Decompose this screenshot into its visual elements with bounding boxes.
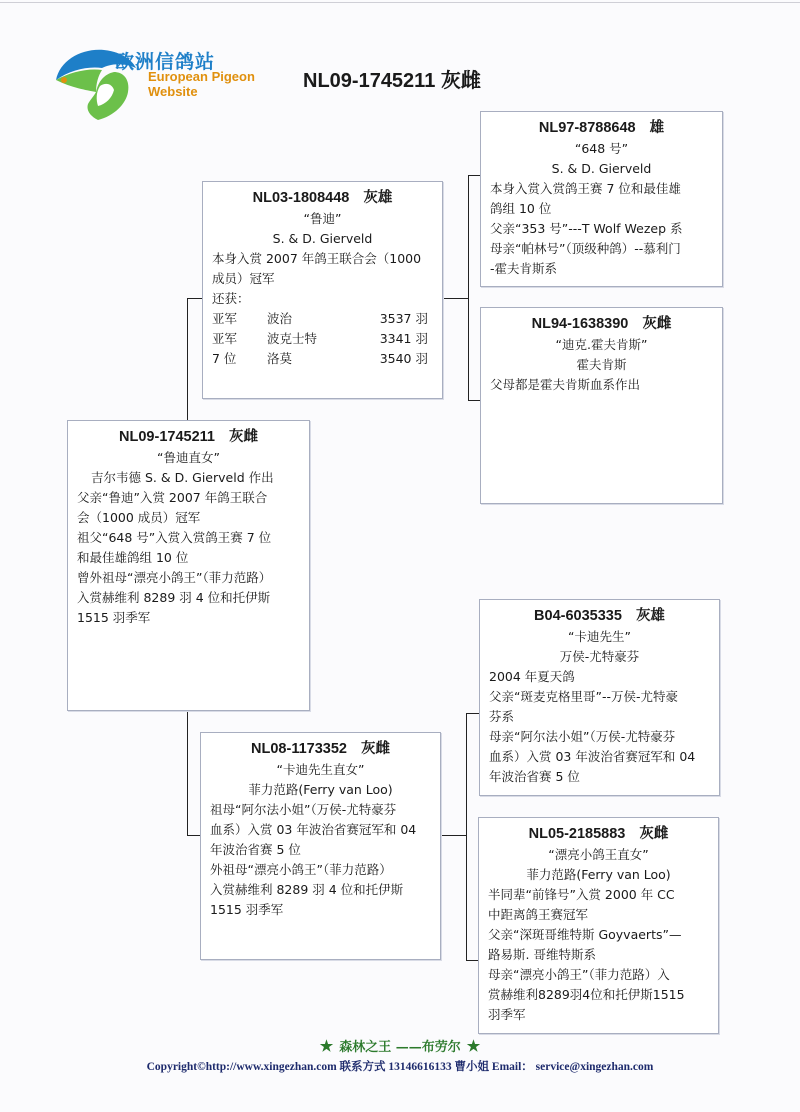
subject-line: 1515 羽季军 — [77, 610, 151, 625]
footer-copyright[interactable]: Copyright©http://www.xingezhan.com 联系方式 13146616133 曹小姐 Email： service@xingezhan.com — [146, 1061, 654, 1073]
subject-name: “鲁迪直女” — [157, 450, 220, 465]
subject-line: 会（1000 成员）冠军 — [77, 510, 201, 525]
connector-sire-parents-vertical — [468, 175, 469, 401]
dam-line: 外祖母“漂亮小鸽王”（菲力范路） — [210, 862, 392, 877]
sire-sire-ring-id: NL97-8788648 — [538, 120, 636, 136]
sire-line: 还获： — [212, 291, 250, 306]
sire-dam-line: 父母都是霍夫肯斯血系作出 — [490, 377, 641, 392]
sire-dam-ring-id: NL94-1638390 — [531, 316, 629, 332]
result-birds: 3537 羽 — [379, 311, 428, 326]
subject-line: 入赏赫维利 8289 羽 4 位和托伊斯 — [77, 590, 271, 605]
subject-line: 曾外祖母“漂亮小鸽王”（菲力范路） — [77, 570, 272, 585]
sire-dam-color: 灰雌 — [642, 316, 672, 332]
logo-name-en-line1: European Pigeon — [148, 69, 255, 84]
footer-motto-text: 森林之王 ——布劳尔 — [339, 1040, 461, 1055]
connector-sire-out — [443, 298, 469, 299]
dam-dam-line: 母亲“漂亮小鸽王”（菲力范路）入 — [488, 967, 670, 982]
dam-dam-name: “漂亮小鸽王直女” — [548, 847, 649, 862]
dam-sire-line: 血系）入赏 03 年波治省赛冠军和 04 — [489, 749, 696, 764]
sire-header — [212, 187, 433, 209]
dam-ring-id: NL08-1173352 — [251, 741, 347, 757]
connector-to-dam — [187, 835, 200, 836]
result-race: 洛莫 — [267, 351, 293, 366]
sire-dam-name: “迪克.霍夫肯斯” — [555, 337, 648, 352]
dam-sire-line: 2004 年夏天鸽 — [489, 669, 575, 684]
dam-sire-line: 年波治省赛 5 位 — [489, 769, 580, 784]
star-icon: ★ — [319, 1037, 334, 1055]
dam-dam-ring-id: NL05-2185883 — [528, 826, 626, 842]
connector-to-sire-dam — [468, 400, 480, 401]
result-race: 波克士特 — [267, 331, 318, 346]
sire-sire-line: 本身入赏入赏鸽王赛 7 位和最佳雄 — [490, 181, 681, 196]
dam-dam-line: 父亲“深斑哥维特斯 Goyvaerts”— — [488, 927, 682, 942]
logo-name-cn: 欧洲信鸽站 — [115, 51, 216, 73]
result-row — [212, 329, 433, 349]
sire-dam-breeder: 霍夫肯斯 — [576, 357, 627, 372]
connector-dam-parents-vertical — [466, 713, 467, 961]
page-title: NL09-1745211 灰雌 — [303, 70, 481, 92]
subject-line: 吉尔韦德 S. & D. Gierveld 作出 — [91, 470, 274, 485]
subject-header — [77, 426, 300, 448]
sire-sire-line: -霍夫肯斯系 — [490, 261, 558, 276]
subject-color: 灰雌 — [228, 429, 258, 445]
subject-line: 祖父“648 号”入赏入赏鸽王赛 7 位 — [77, 530, 272, 545]
dam-dam-line: 赏赫维利8289羽4位和托伊斯1515 — [488, 987, 685, 1002]
dam-dam-line: 路易斯. 哥维特斯系 — [488, 947, 596, 962]
connector-to-sire — [187, 298, 202, 299]
subject-line: 和最佳雄鸽组 10 位 — [77, 550, 189, 565]
dam-breeder: 菲力范路(Ferry van Loo) — [248, 782, 393, 797]
result-birds: 3540 羽 — [379, 351, 428, 366]
sire-sire-line: 父亲“353 号”---T Wolf Wezep 系 — [490, 221, 683, 236]
result-race: 波治 — [267, 311, 293, 326]
footer-motto — [0, 1036, 800, 1055]
dam-dam-card[interactable] — [478, 817, 719, 1034]
dam-line: 入赏赫维利 8289 羽 4 位和托伊斯 — [210, 882, 404, 897]
dam-line: 年波治省赛 5 位 — [210, 842, 301, 857]
dam-sire-breeder: 万侯-尤特豪芬 — [559, 649, 640, 664]
dam-sire-header — [489, 605, 710, 627]
sire-sire-breeder: S. & D. Gierveld — [551, 161, 652, 176]
sire-breeder: S. & D. Gierveld — [272, 231, 373, 246]
sire-card[interactable] — [202, 181, 443, 399]
dam-dam-line: 半同辈“前锋号”入赏 2000 年 CC — [488, 887, 675, 902]
dam-dam-breeder: 菲力范路(Ferry van Loo) — [526, 867, 671, 882]
sire-dam-card[interactable] — [480, 307, 723, 504]
sire-sire-card[interactable] — [480, 111, 723, 287]
dam-color: 灰雌 — [360, 741, 390, 757]
sire-sire-header — [490, 117, 713, 139]
dam-line: 血系）入赏 03 年波治省赛冠军和 04 — [210, 822, 417, 837]
dam-line: 祖母“阿尔法小姐”（万侯-尤特豪芬 — [210, 802, 397, 817]
result-row — [212, 309, 433, 329]
sire-line: 本身入赏 2007 年鸽王联合会（1000 — [212, 251, 422, 266]
dam-dam-header — [488, 823, 709, 845]
dam-sire-line: 母亲“阿尔法小姐”（万侯-尤特豪芬 — [489, 729, 676, 744]
dam-header — [210, 738, 431, 760]
subject-ring-id: NL09-1745211 — [119, 429, 215, 445]
sire-dam-header — [490, 313, 713, 335]
sire-sire-name: “648 号” — [574, 141, 629, 156]
sire-name: “鲁迪” — [303, 211, 342, 226]
sire-color: 灰雄 — [363, 190, 393, 206]
dam-dam-line: 羽季军 — [488, 1007, 526, 1022]
top-border-line — [0, 2, 800, 3]
sire-sire-color: 雄 — [649, 120, 665, 136]
sire-results-table — [212, 309, 433, 369]
sire-ring-id: NL03-1808448 — [252, 190, 350, 206]
dam-card[interactable] — [200, 732, 441, 960]
dam-sire-card[interactable] — [479, 599, 720, 796]
logo-name-en-line2: Website — [148, 84, 198, 99]
sire-line: 成员）冠军 — [212, 271, 275, 286]
result-row — [212, 349, 433, 369]
connector-dam-out — [441, 835, 467, 836]
dam-sire-name: “卡迪先生” — [568, 629, 631, 644]
dam-sire-color: 灰雄 — [635, 608, 665, 624]
sire-sire-line: 母亲“帕林号”（顶级种鸽）--慕利门 — [490, 241, 681, 256]
star-icon: ★ — [466, 1037, 481, 1055]
connector-to-sire-sire — [468, 175, 480, 176]
subject-line: 父亲“鲁迪”入赏 2007 年鸽王联合 — [77, 490, 268, 505]
dam-name: “卡迪先生直女” — [276, 762, 365, 777]
dam-sire-ring-id: B04-6035335 — [534, 608, 622, 624]
dam-dam-color: 灰雌 — [639, 826, 669, 842]
result-place: 亚军 — [212, 331, 238, 346]
dam-line: 1515 羽季军 — [210, 902, 284, 917]
sire-sire-line: 鸽组 10 位 — [490, 201, 552, 216]
dam-sire-line: 父亲“斑麦克格里哥”--万侯-尤特豪 — [489, 689, 678, 704]
result-place: 7 位 — [212, 351, 237, 366]
result-birds: 3341 羽 — [379, 331, 428, 346]
result-place: 亚军 — [212, 311, 238, 326]
connector-to-dam-sire — [466, 713, 479, 714]
subject-card[interactable] — [67, 420, 310, 711]
dam-sire-line: 芬系 — [489, 709, 515, 724]
dam-dam-line: 中距离鸽王赛冠军 — [488, 907, 589, 922]
site-logo[interactable] — [52, 46, 292, 126]
